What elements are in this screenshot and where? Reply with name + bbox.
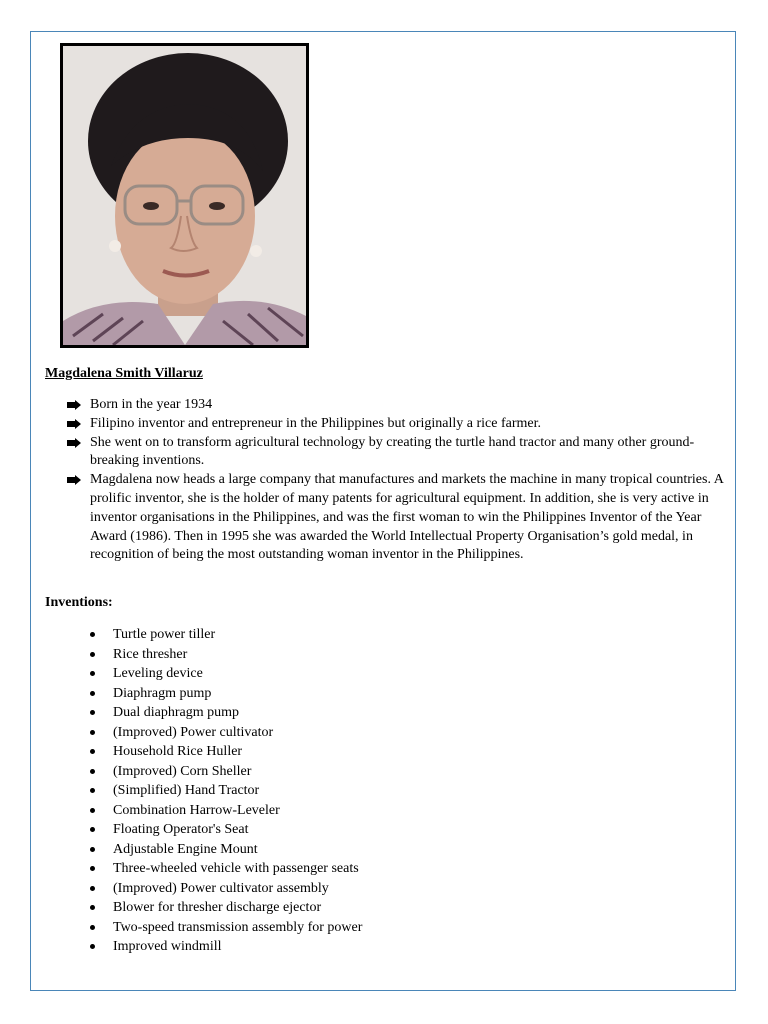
inventions-list [45, 625, 705, 957]
invention-text: Adjustable Engine Mount [113, 841, 258, 857]
bullet-dot-icon [90, 691, 95, 696]
bio-text: She went on to transform agricultural technology by creating the turtle hand tractor and many other ground-breaking inventions. [90, 434, 695, 469]
invention-item [45, 918, 705, 938]
bullet-dot-icon [90, 925, 95, 930]
invention-item [45, 937, 705, 957]
bullet-dot-icon [90, 652, 95, 657]
invention-text: Household Rice Huller [113, 744, 243, 759]
invention-text: Floating Operator's Seat [113, 822, 249, 837]
invention-text: Turtle power tiller [113, 627, 216, 642]
invention-item [45, 898, 705, 918]
invention-item [45, 723, 705, 743]
bullet-dot-icon [90, 808, 95, 813]
bullet-dot-icon [90, 866, 95, 871]
bio-item [45, 471, 725, 565]
invention-item [45, 625, 705, 645]
invention-text: (Simplified) Hand Tractor [113, 783, 260, 798]
invention-text: (Improved) Power cultivator [113, 724, 274, 740]
inventions-heading: Inventions: [45, 595, 113, 610]
bio-item [45, 396, 725, 415]
invention-text: Three-wheeled vehicle with passenger seats [113, 861, 359, 876]
bio-text: Born in the year 1934 [90, 397, 213, 412]
person-name: Magdalena Smith Villaruz [45, 366, 203, 381]
invention-text: Blower for thresher discharge ejector [113, 900, 322, 915]
invention-text: (Improved) Corn Sheller [113, 763, 252, 779]
invention-item [45, 840, 705, 860]
invention-item [45, 762, 705, 782]
invention-text: Two-speed transmission assembly for power [113, 919, 363, 935]
bio-item [45, 415, 725, 434]
arrow-bullet-icon [67, 438, 81, 448]
bullet-dot-icon [90, 847, 95, 852]
invention-text: Leveling device [113, 666, 203, 681]
arrow-bullet-icon [67, 419, 81, 429]
bio-text: Magdalena now heads a large company that manufactures and markets the machine in many tropical countries. A prolific inventor, she is the holder of many patents for agricultural equipment. In addition, she is very active in inventor organisations in the Philippines, and was the first woman to win the Philippines Inventor of the Year Award (1986). Then in 1995 she was awarded the World Intellectual Property Organisation’s gold medal, in recognition of being the most outstanding woman inventor in the Philippines. [90, 472, 724, 563]
bullet-dot-icon [90, 886, 95, 891]
invention-item [45, 684, 705, 704]
bullet-dot-icon [90, 944, 95, 949]
bio-list [45, 396, 725, 565]
invention-item [45, 742, 705, 762]
bullet-dot-icon [90, 632, 95, 637]
invention-item [45, 859, 705, 879]
bullet-dot-icon [90, 769, 95, 774]
invention-text: Rice thresher [113, 646, 188, 662]
invention-item [45, 664, 705, 684]
arrow-bullet-icon [67, 475, 81, 485]
bio-item [45, 434, 725, 472]
invention-text: Combination Harrow-Leveler [113, 802, 280, 818]
invention-item [45, 820, 705, 840]
bullet-dot-icon [90, 710, 95, 715]
bullet-dot-icon [90, 827, 95, 832]
invention-item [45, 703, 705, 723]
bio-text: Filipino inventor and entrepreneur in the Philippines but originally a rice farmer. [90, 415, 541, 431]
bullet-dot-icon [90, 788, 95, 793]
bullet-dot-icon [90, 749, 95, 754]
portrait-photo [60, 43, 309, 348]
bullet-dot-icon [90, 730, 95, 735]
arrow-bullet-icon [67, 400, 81, 410]
bullet-dot-icon [90, 671, 95, 676]
invention-item [45, 879, 705, 899]
invention-item [45, 801, 705, 821]
invention-item [45, 781, 705, 801]
bullet-dot-icon [90, 905, 95, 910]
invention-text: (Improved) Power cultivator assembly [113, 880, 329, 896]
invention-item [45, 645, 705, 665]
invention-text: Diaphragm pump [113, 685, 212, 701]
invention-text: Improved windmill [113, 939, 222, 954]
invention-text: Dual diaphragm pump [113, 705, 239, 720]
